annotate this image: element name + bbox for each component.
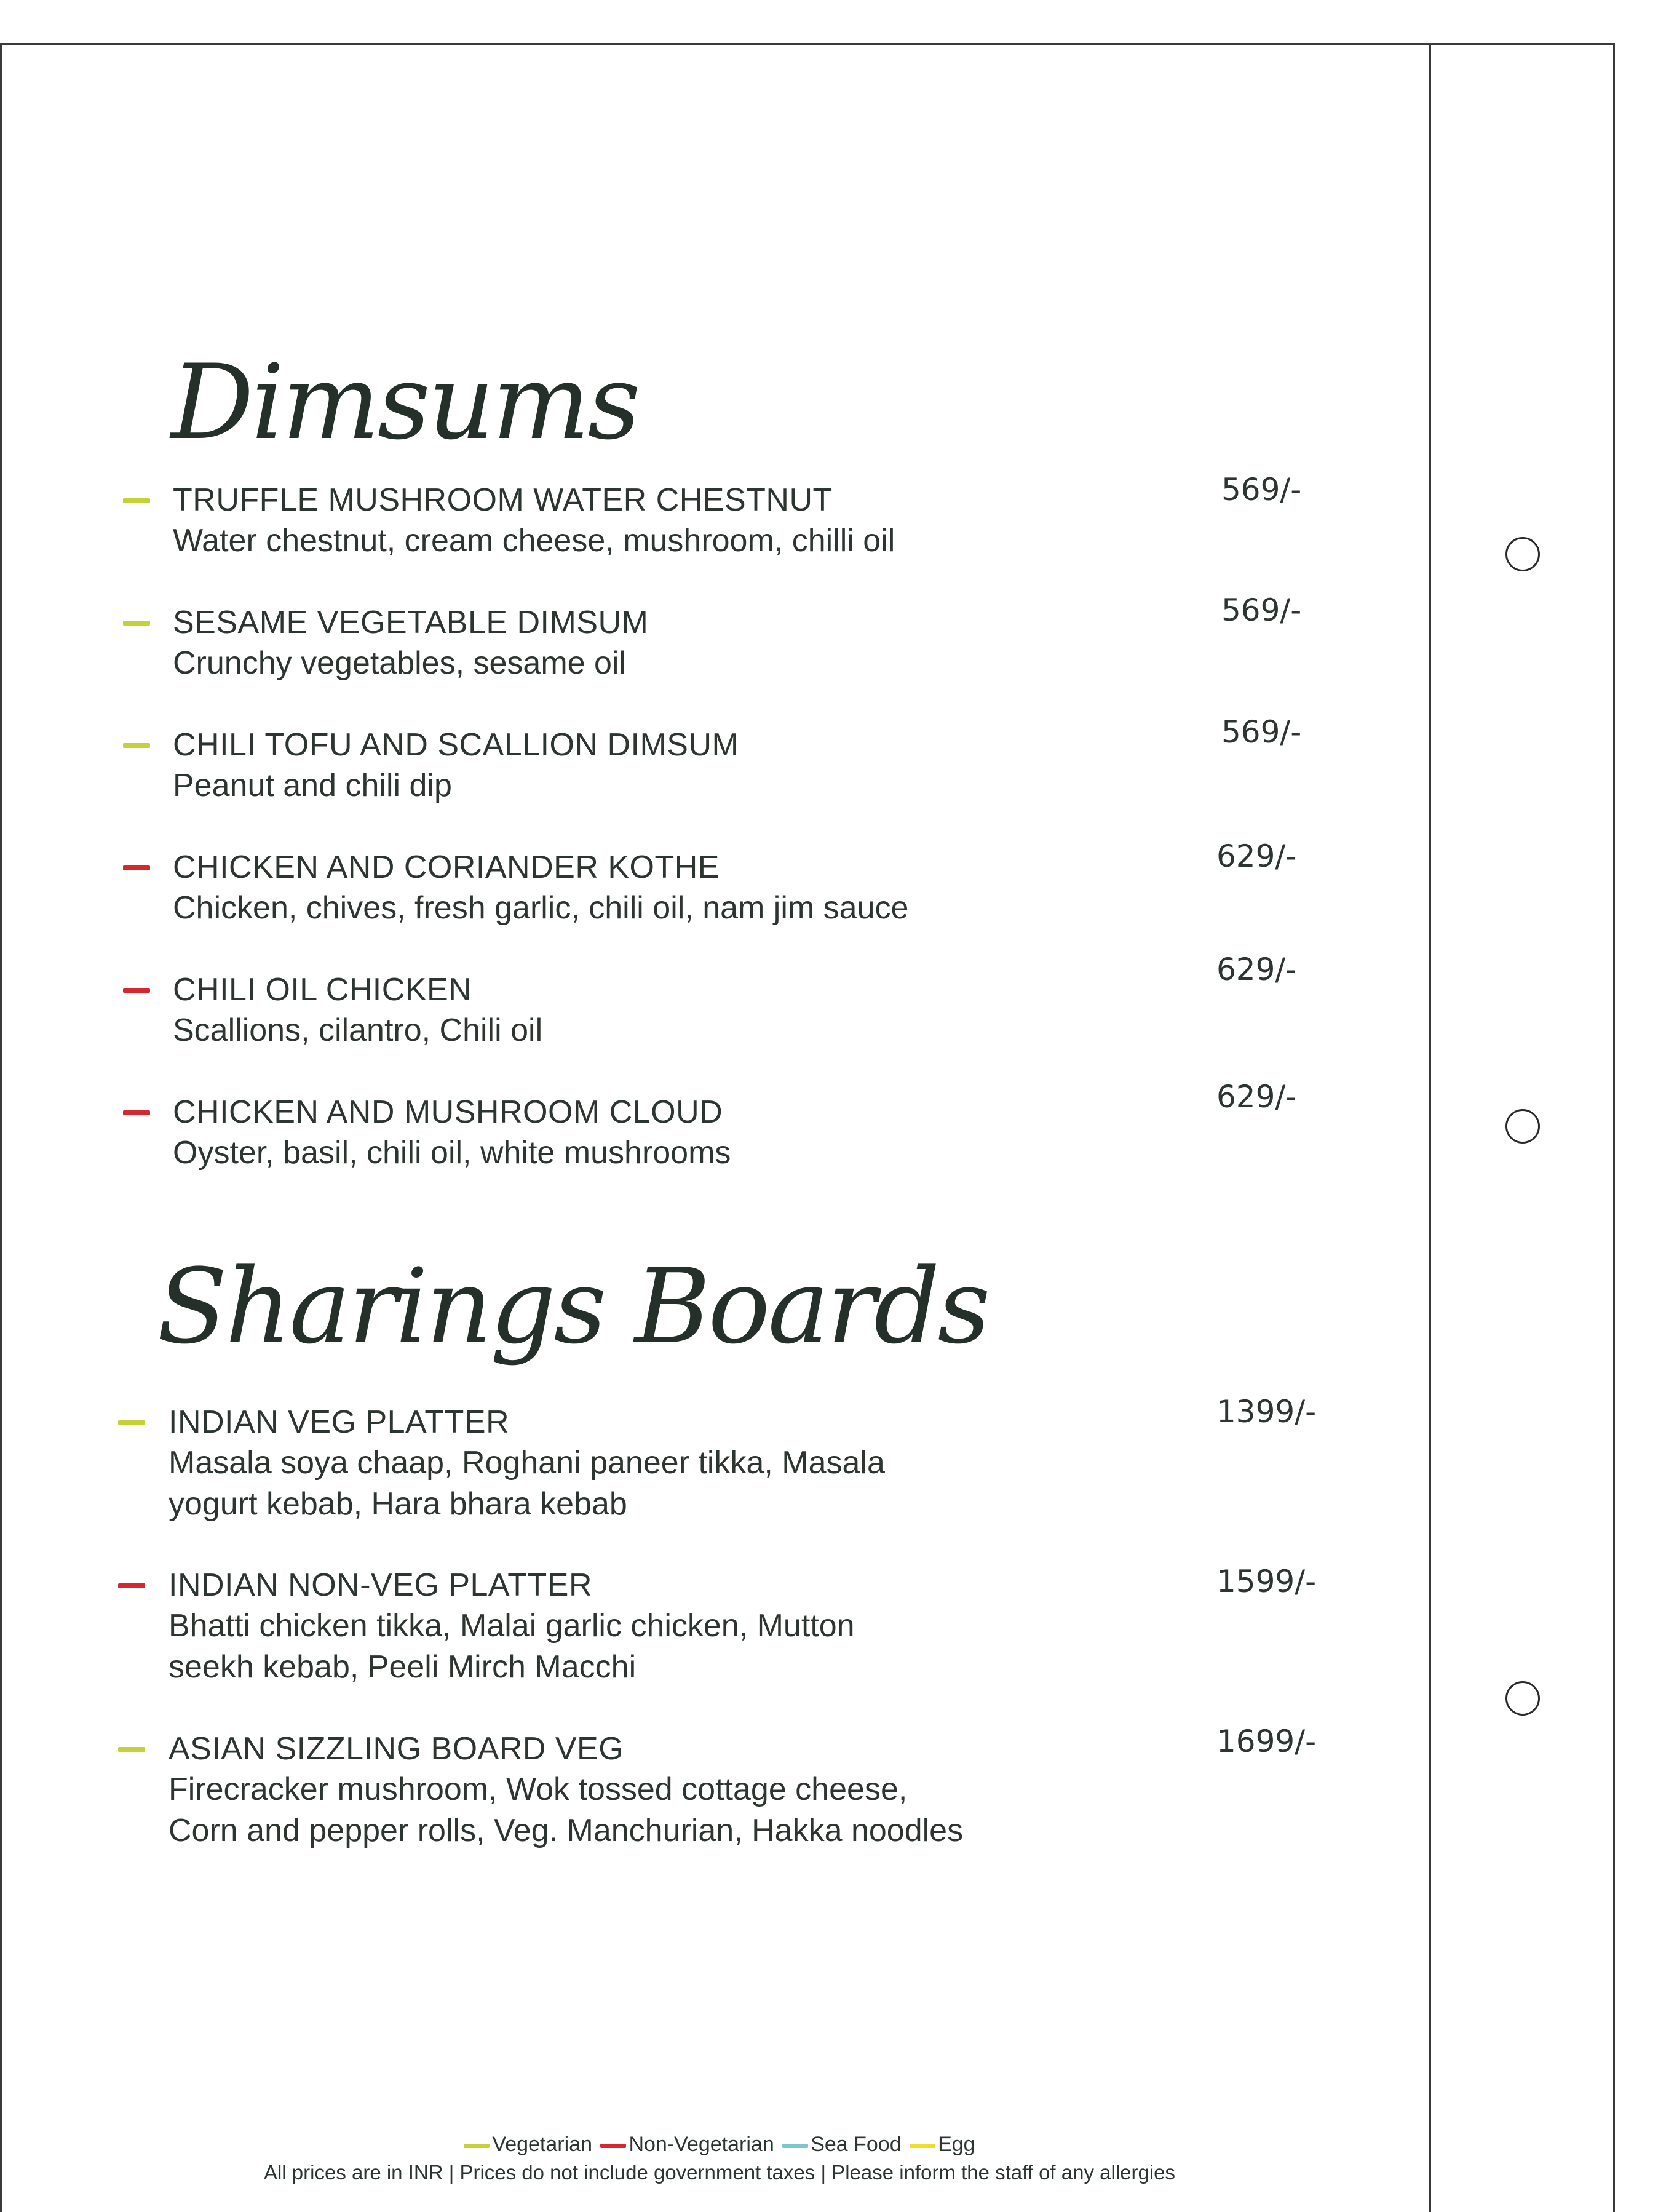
diet-marker bbox=[123, 743, 150, 748]
item-description-line-2: seekh kebab, Peeli Mirch Macchi bbox=[169, 1649, 637, 1685]
legend-non-vegetarian bbox=[600, 2132, 774, 2157]
item-price: 629/- bbox=[1216, 952, 1297, 987]
diet-marker bbox=[123, 621, 150, 626]
binder-hole-top bbox=[1505, 537, 1540, 571]
diet-marker bbox=[123, 988, 150, 993]
legend-swatch-egg bbox=[910, 2144, 935, 2148]
legend-swatch-sea-food bbox=[782, 2144, 808, 2148]
item-description: Crunchy vegetables, sesame oil bbox=[173, 645, 627, 681]
item-price: 1599/- bbox=[1216, 1564, 1317, 1599]
item-name: CHILI TOFU AND SCALLION DIMSUM bbox=[173, 727, 739, 763]
diet-marker bbox=[123, 865, 150, 870]
item-price: 569/- bbox=[1221, 592, 1302, 628]
price-footnote: All prices are in INR | Prices do not include government taxes | Please inform the staff of any allergies bbox=[263, 2161, 1176, 2184]
item-description: Oyster, basil, chili oil, white mushrooms bbox=[173, 1135, 731, 1171]
binder-hole-bottom bbox=[1505, 1681, 1540, 1716]
item-description: Chicken, chives, fresh garlic, chili oil, nam jim sauce bbox=[173, 890, 909, 926]
legend-swatch-vegetarian bbox=[464, 2144, 490, 2148]
item-description: Peanut and chili dip bbox=[173, 768, 452, 803]
item-description-line-1: Masala soya chaap, Roghani paneer tikka, Masala bbox=[169, 1445, 885, 1481]
item-name: CHICKEN AND MUSHROOM CLOUD bbox=[173, 1094, 723, 1130]
item-description-line-2: Corn and pepper rolls, Veg. Manchurian, Hakka noodles bbox=[169, 1813, 964, 1848]
diet-marker bbox=[118, 1583, 145, 1588]
item-description-line-1: Bhatti chicken tikka, Malai garlic chicken, Mutton bbox=[169, 1608, 855, 1644]
item-description: Water chestnut, cream cheese, mushroom, chilli oil bbox=[173, 523, 895, 559]
item-name: INDIAN VEG PLATTER bbox=[169, 1404, 510, 1440]
item-price: 1399/- bbox=[1216, 1394, 1317, 1430]
item-name: CHILI OIL CHICKEN bbox=[173, 972, 472, 1008]
item-price: 569/- bbox=[1221, 472, 1302, 507]
item-name: ASIAN SIZZLING BOARD VEG bbox=[169, 1731, 624, 1767]
item-price: 629/- bbox=[1216, 838, 1297, 874]
diet-marker bbox=[123, 1110, 150, 1115]
item-name: INDIAN NON-VEG PLATTER bbox=[169, 1567, 593, 1603]
section-title-dimsums: Dimsums bbox=[171, 342, 638, 463]
legend-vegetarian bbox=[464, 2132, 592, 2157]
binder-hole-middle bbox=[1505, 1109, 1540, 1144]
diet-marker bbox=[118, 1747, 145, 1752]
legend-sea-food bbox=[782, 2132, 901, 2157]
item-name: CHICKEN AND CORIANDER KOTHE bbox=[173, 849, 720, 885]
item-price: 569/- bbox=[1221, 714, 1302, 750]
binding-spine-line bbox=[1429, 43, 1431, 2212]
legend-egg bbox=[910, 2132, 975, 2157]
item-description: Scallions, cilantro, Chili oil bbox=[173, 1013, 543, 1048]
legend-label-egg: Egg bbox=[938, 2133, 975, 2156]
legend-label-sea-food: Sea Food bbox=[811, 2133, 902, 2156]
legend-label-non-vegetarian: Non-Vegetarian bbox=[629, 2133, 774, 2156]
legend-label-vegetarian: Vegetarian bbox=[492, 2133, 592, 2156]
item-description-line-1: Firecracker mushroom, Wok tossed cottage cheese, bbox=[169, 1772, 908, 1807]
section-title-sharing-boards: Sharings Boards bbox=[157, 1246, 988, 1367]
diet-marker bbox=[123, 498, 150, 503]
legend-swatch-non-vegetarian bbox=[600, 2144, 626, 2148]
diet-legend bbox=[0, 2132, 1439, 2157]
item-name: SESAME VEGETABLE DIMSUM bbox=[173, 605, 649, 640]
diet-marker bbox=[118, 1420, 145, 1425]
item-name: TRUFFLE MUSHROOM WATER CHESTNUT bbox=[173, 482, 833, 518]
item-price: 629/- bbox=[1216, 1079, 1297, 1115]
item-price: 1699/- bbox=[1216, 1724, 1317, 1759]
item-description-line-2: yogurt kebab, Hara bhara kebab bbox=[169, 1486, 627, 1522]
